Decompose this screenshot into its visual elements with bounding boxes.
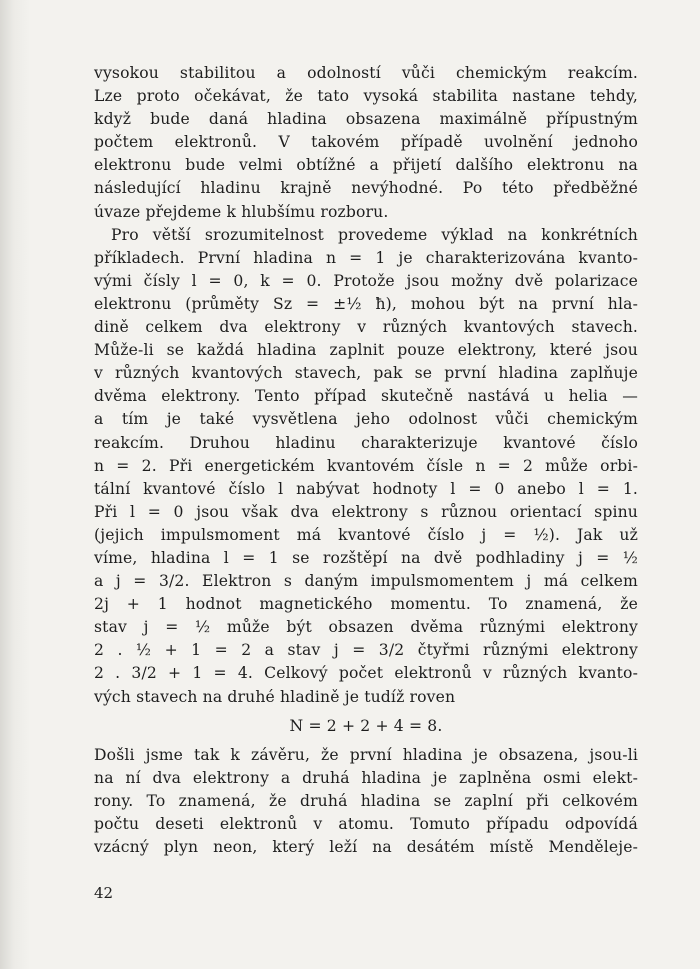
p2-line: 2 . 3/2 + 1 = 4. Celkový počet elektronů v různých kvanto- — [94, 664, 638, 683]
p1-line: vysokou stabilitou a odolností vůči chemickým reakcím. — [94, 64, 638, 82]
p2-line: tální kvantové číslo l nabývat hodnoty l = 0 anebo l = 1. — [94, 479, 638, 498]
p2-line: vými čísly l = 0, k = 0. Protože jsou možny dvě polarizace — [94, 271, 638, 290]
equation: N = 2 + 2 + 4 = 8. — [289, 716, 443, 735]
p2-line: Při l = 0 jsou však dva elektrony s různou orientací spinu — [94, 502, 638, 521]
p1-line: úvaze přejdeme k hlubšímu rozboru. — [94, 202, 389, 221]
p2-line: 2 . ½ + 1 = 2 a stav j = 3/2 čtyřmi různými elektrony — [94, 641, 638, 660]
p1-line: elektronu bude velmi obtížné a přijetí dalšího elektronu na — [94, 156, 638, 175]
p2-line: a tím je také vysvětlena jeho odolnost vůči chemickým — [94, 410, 638, 429]
p3-line: vzácný plyn neon, který leží na desátém místě Mendělejе- — [94, 838, 638, 857]
p2-line: n = 2. Při energetickém kvantovém čísle n = 2 může orbi- — [94, 456, 638, 475]
p1-line: Lze proto očekávat, že tato vysoká stabilita nastane tehdy, — [94, 87, 638, 106]
p2-line: v různých kvantových stavech, pak se první hladina zaplňuje — [94, 364, 638, 383]
p2-line: víme, hladina l = 1 se rozštěpí na dvě podhladiny j = ½ — [94, 548, 638, 567]
p3-line: počtu deseti elektronů v atomu. Tomuto případu odpovídá — [94, 815, 638, 833]
p2-line: stav j = ½ může být obsazen dvěma různými elektrony — [94, 618, 638, 637]
p2-line: příkladech. První hladina n = 1 je charakterizována kvanto- — [94, 248, 638, 267]
p1-line: následující hladinu krajně nevýhodné. Po této předběžné — [94, 179, 638, 198]
p1-line: když bude daná hladina obsazena maximálně přípustným — [94, 110, 638, 129]
p2-line: dině celkem dva elektrony v různých kvantových stavech. — [94, 318, 638, 337]
p1-line: počtem elektronů. V takovém případě uvolnění jednoho — [94, 133, 638, 152]
p3-line: na ní dva elektrony a druhá hladina je zaplněna osmi elekt- — [94, 768, 638, 787]
p2-line: elektronu (průměty Sz = ±½ ħ), mohou být na první hla- — [94, 294, 638, 313]
p3-line: Došli jsme tak k závěru, že první hladina je obsazena, jsou-li — [94, 745, 638, 764]
p2-line: Může-li se každá hladina zaplnit pouze elektrony, které jsou — [94, 341, 638, 360]
p2-line: Pro větší srozumitelnost provedeme výklad na konkrétních — [111, 225, 638, 244]
p2-line: a j = 3/2. Elektron s daným impulsmomentem j má celkem — [94, 572, 638, 591]
p2-line: (jejich impulsmoment má kvantové číslo j = ½). Jak už — [94, 525, 638, 544]
p2-line: dvěma elektrony. Tento případ skutečně nastává u helia — — [94, 387, 638, 406]
body-text — [94, 62, 638, 859]
page-number: 42 — [94, 884, 114, 902]
p2-line: reakcím. Druhou hladinu charakterizuje kvantové číslo — [94, 433, 638, 452]
p3-line: rony. To znamená, že druhá hladina se zaplní při celkovém — [94, 791, 638, 810]
p2-line: vých stavech na druhé hladině je tudíž roven — [94, 687, 456, 706]
p2-line: 2j + 1 hodnot magnetického momentu. To znamená, že — [94, 595, 638, 614]
